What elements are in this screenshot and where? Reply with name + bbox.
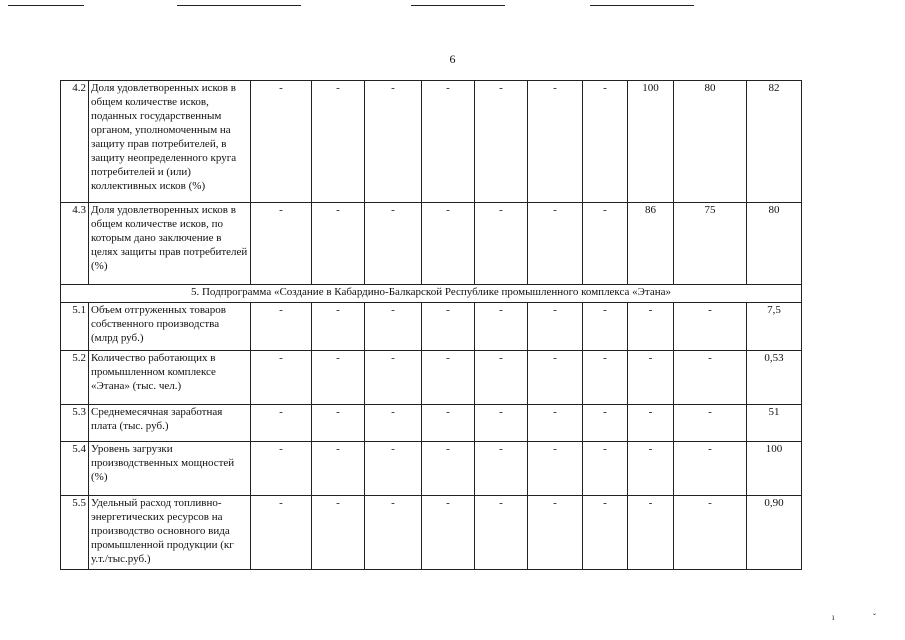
value-cell: -	[528, 442, 583, 496]
value-cell: -	[251, 351, 312, 405]
indicator-label: Доля удовлетворенных исков в общем количестве исков, по которым дано заключение в целях защиты прав потребителей (%)	[89, 203, 251, 285]
value-cell: -	[251, 203, 312, 285]
indicator-label: Количество работающих в промышленном комплексе «Этана» (тыс. чел.)	[89, 351, 251, 405]
row-number: 5.4	[61, 442, 89, 496]
indicator-label: Уровень загрузки производственных мощностей (%)	[89, 442, 251, 496]
value-cell: -	[674, 496, 747, 570]
section-row-group	[61, 285, 802, 303]
table-row	[61, 81, 802, 203]
corner-mark-2: ˇ	[873, 612, 876, 622]
table-row	[61, 351, 802, 405]
value-cell: -	[312, 303, 365, 351]
indicator-label: Доля удовлетворенных исков в общем количестве исков, поданных государственным органом, уполномоченным на защиту прав потребителей, в защиту неопределенного круга потребителей и (или) коллективных исков (%)	[89, 81, 251, 203]
value-cell: -	[251, 303, 312, 351]
value-cell: -	[365, 442, 422, 496]
value-cell: 51	[747, 405, 802, 442]
table-row	[61, 496, 802, 570]
value-cell: -	[422, 81, 475, 203]
value-cell: -	[628, 303, 674, 351]
value-cell: -	[251, 496, 312, 570]
rows-after	[61, 303, 802, 570]
value-cell: -	[365, 496, 422, 570]
value-cell: -	[365, 203, 422, 285]
value-cell: -	[422, 405, 475, 442]
value-cell: -	[312, 496, 365, 570]
value-cell: -	[583, 303, 628, 351]
value-cell: 100	[747, 442, 802, 496]
header-rule-3	[411, 5, 505, 6]
value-cell: -	[312, 442, 365, 496]
value-cell: 7,5	[747, 303, 802, 351]
indicator-label: Удельный расход топливно-энергетических ресурсов на производство основного вида промышленной продукции (кг у.т./тыс.руб.)	[89, 496, 251, 570]
value-cell: -	[312, 81, 365, 203]
row-number: 5.5	[61, 496, 89, 570]
row-number: 4.3	[61, 203, 89, 285]
corner-mark-1: ı	[832, 612, 835, 622]
value-cell: -	[422, 442, 475, 496]
value-cell: 80	[747, 203, 802, 285]
header-rule-1	[8, 5, 84, 6]
value-cell: -	[674, 442, 747, 496]
value-cell: 0,53	[747, 351, 802, 405]
table-row	[61, 405, 802, 442]
value-cell: -	[312, 203, 365, 285]
indicator-label: Объем отгруженных товаров собственного производства (млрд руб.)	[89, 303, 251, 351]
value-cell: -	[583, 442, 628, 496]
value-cell: -	[475, 81, 528, 203]
value-cell: -	[528, 351, 583, 405]
value-cell: -	[583, 81, 628, 203]
value-cell: 82	[747, 81, 802, 203]
section-row	[61, 285, 802, 303]
value-cell: -	[365, 405, 422, 442]
value-cell: -	[528, 81, 583, 203]
value-cell: -	[528, 203, 583, 285]
value-cell: 100	[628, 81, 674, 203]
value-cell: -	[312, 351, 365, 405]
value-cell: -	[628, 496, 674, 570]
value-cell: -	[365, 303, 422, 351]
value-cell: -	[422, 303, 475, 351]
value-cell: -	[528, 303, 583, 351]
value-cell: -	[475, 405, 528, 442]
value-cell: -	[251, 405, 312, 442]
value-cell: 80	[674, 81, 747, 203]
indicators-table	[60, 80, 802, 570]
value-cell: -	[251, 442, 312, 496]
value-cell: -	[583, 496, 628, 570]
value-cell: -	[583, 405, 628, 442]
indicator-label: Среднемесячная заработная плата (тыс. руб.)	[89, 405, 251, 442]
table-row	[61, 303, 802, 351]
value-cell: -	[674, 351, 747, 405]
value-cell: -	[583, 203, 628, 285]
value-cell: 86	[628, 203, 674, 285]
value-cell: 0,90	[747, 496, 802, 570]
value-cell: -	[475, 351, 528, 405]
value-cell: -	[365, 81, 422, 203]
rows-before	[61, 81, 802, 285]
row-number: 5.2	[61, 351, 89, 405]
value-cell: -	[475, 442, 528, 496]
value-cell: -	[628, 351, 674, 405]
value-cell: -	[475, 496, 528, 570]
value-cell: -	[528, 496, 583, 570]
value-cell: -	[251, 81, 312, 203]
section-title: 5. Подпрограмма «Создание в Кабардино-Балкарской Республике промышленного комплекса «Этана»	[61, 285, 802, 303]
table-row	[61, 203, 802, 285]
value-cell: -	[528, 405, 583, 442]
value-cell: -	[583, 351, 628, 405]
value-cell: -	[422, 351, 475, 405]
page-number: 6	[449, 52, 456, 66]
value-cell: -	[312, 405, 365, 442]
row-number: 5.1	[61, 303, 89, 351]
value-cell: -	[674, 303, 747, 351]
value-cell: -	[628, 442, 674, 496]
value-cell: 75	[674, 203, 747, 285]
value-cell: -	[475, 203, 528, 285]
header-rule-2	[177, 5, 301, 6]
value-cell: -	[628, 405, 674, 442]
row-number: 4.2	[61, 81, 89, 203]
row-number: 5.3	[61, 405, 89, 442]
value-cell: -	[674, 405, 747, 442]
value-cell: -	[475, 303, 528, 351]
value-cell: -	[422, 203, 475, 285]
value-cell: -	[422, 496, 475, 570]
table-row	[61, 442, 802, 496]
header-rule-4	[590, 5, 694, 6]
value-cell: -	[365, 351, 422, 405]
